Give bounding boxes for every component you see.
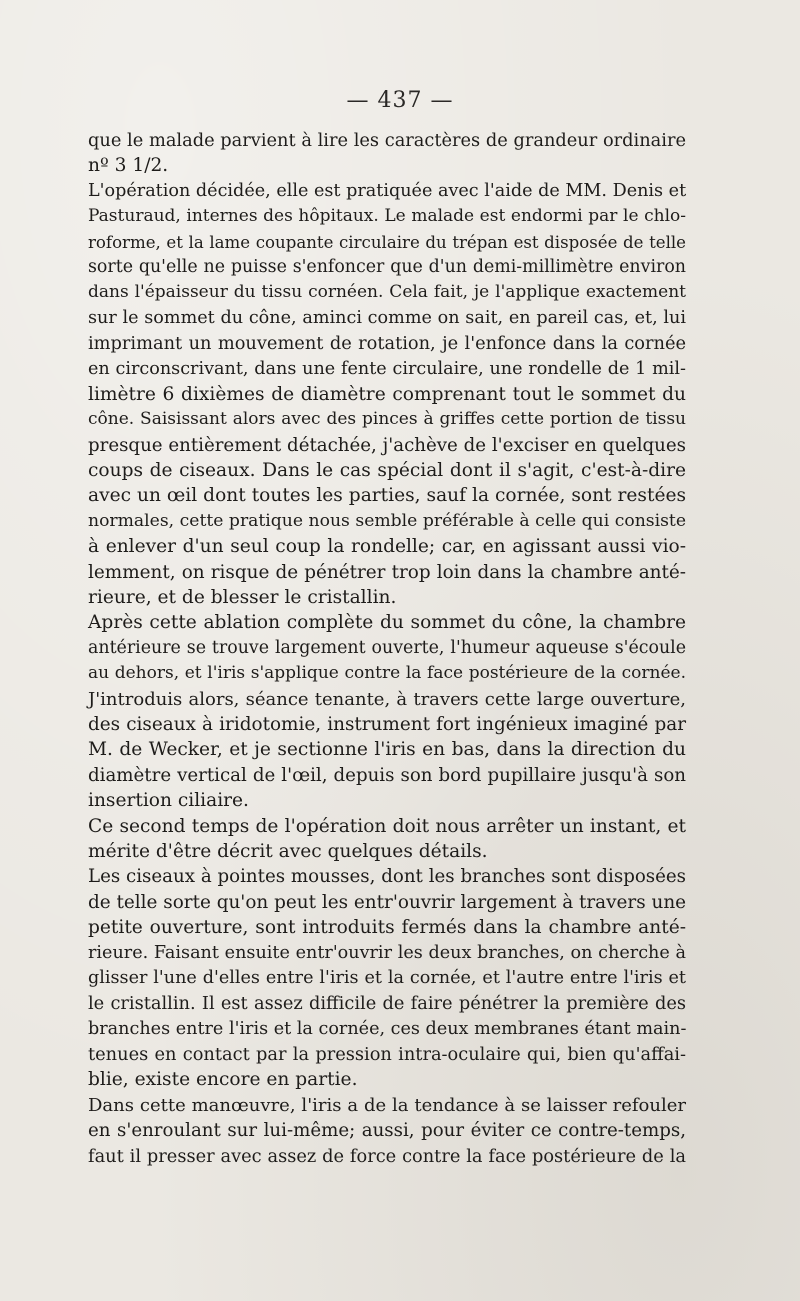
text-line: glisser l'une d'elles entre l'iris et la cornée, et l'autre entre l'iris et (88, 967, 686, 988)
text-line: au dehors, et l'iris s'applique contre la face postérieure de la cornée. (88, 663, 686, 684)
text-line: antérieure se trouve largement ouverte, l'humeur aqueuse s'écoule (88, 637, 686, 658)
text-line: nº 3 1/2. (88, 155, 169, 177)
text-line: cône. Saisissant alors avec des pinces à griffes cette portion de tissu (88, 409, 686, 430)
text-line: rieure, et de blesser le cristallin. (88, 587, 397, 609)
text-line: lemment, on risque de pénétrer trop loin dans la chambre anté- (88, 561, 686, 583)
text-line: Pasturaud, internes des hôpitaux. Le malade est endormi par le chlo- (88, 206, 686, 227)
text-line: faut il presser avec assez de force contre la face postérieure de la (88, 1145, 686, 1167)
text-line: imprimant un mouvement de rotation, je l'enfonce dans la cornée (88, 333, 686, 355)
text-line: branches entre l'iris et la cornée, ces deux membranes étant main- (88, 1018, 687, 1039)
text-line: avec un œil dont toutes les parties, sauf la cornée, sont restées (88, 485, 686, 507)
text-line: coups de ciseaux. Dans le cas spécial dont il s'agit, c'est-à-dire (88, 460, 686, 482)
text-line: Les ciseaux à pointes mousses, dont les branches sont disposées (88, 866, 686, 888)
text-line: rieure. Faisant ensuite entr'ouvrir les deux branches, on cherche à (88, 942, 686, 963)
text-line: que le malade parvient à lire les caractères de grandeur ordinaire (88, 130, 686, 151)
text-line: M. de Wecker, et je sectionne l'iris en bas, dans la direction du (88, 739, 686, 761)
text-line: tenues en contact par la pression intra-oculaire qui, bien qu'affai- (88, 1044, 686, 1066)
text-line: diamètre vertical de l'œil, depuis son bord pupillaire jusqu'à son (88, 764, 686, 786)
text-line: sur le sommet du cône, aminci comme on sait, en pareil cas, et, lui (88, 307, 686, 328)
text-line: limètre 6 dixièmes de diamètre comprenant tout le sommet du (88, 383, 686, 405)
text-line: petite ouverture, sont introduits fermés dans la chambre anté- (88, 917, 686, 939)
body-text (88, 128, 686, 1169)
text-line: blie, existe encore en partie. (88, 1069, 358, 1091)
text-line: L'opération décidée, elle est pratiquée avec l'aide de MM. Denis et (88, 180, 687, 201)
text-line: dans l'épaisseur du tissu cornéen. Cela fait, je l'applique exactement (88, 282, 686, 303)
text-line: roforme, et la lame coupante circulaire du trépan est disposée de telle (88, 232, 686, 252)
text-line: sorte qu'elle ne puisse s'enfoncer que d'un demi-millimètre environ (88, 256, 686, 277)
text-line: à enlever d'un seul coup la rondelle; car, en agissant aussi vio- (88, 536, 686, 558)
text-line: des ciseaux à iridotomie, instrument fort ingénieux imaginé par (88, 713, 686, 735)
text-line: Dans cette manœuvre, l'iris a de la tendance à se laisser refouler (88, 1094, 686, 1116)
text-line: de telle sorte qu'on peut les entr'ouvrir largement à travers une (88, 891, 687, 913)
page-number: — 437 — (346, 88, 454, 113)
text-line: insertion ciliaire. (88, 790, 249, 812)
text-line: le cristallin. Il est assez difficile de faire pénétrer la première des (88, 993, 686, 1015)
text-line: Après cette ablation complète du sommet du cône, la chambre (88, 612, 686, 634)
text-line: presque entièrement détachée, j'achève de l'exciser en quelques (88, 434, 686, 456)
text-line: mérite d'être décrit avec quelques détails. (88, 840, 488, 862)
text-line: en circonscrivant, dans une fente circulaire, une rondelle de 1 mil- (88, 358, 686, 379)
text-line: normales, cette pratique nous semble préférable à celle qui consiste (88, 510, 686, 531)
text-line: en s'enroulant sur lui-même; aussi, pour éviter ce contre-temps, (88, 1120, 686, 1142)
text-line: J'introduis alors, séance tenante, à travers cette large ouverture, (88, 688, 686, 710)
text-line: Ce second temps de l'opération doit nous arrêter un instant, et (88, 815, 686, 837)
